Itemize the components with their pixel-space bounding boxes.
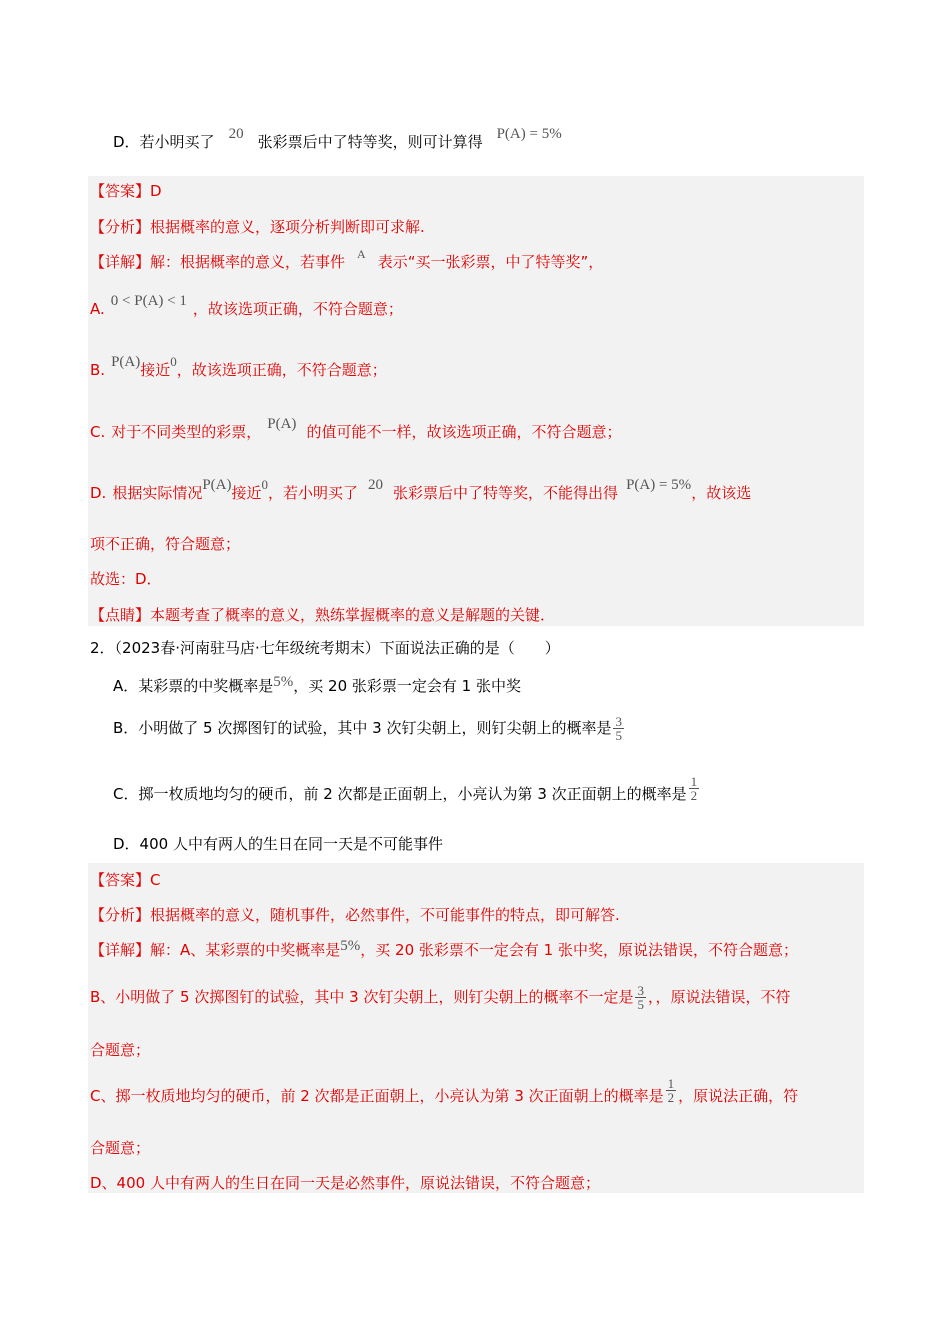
q2-option-b-fraction: $\frac{3}{5}$ — [615, 714, 622, 743]
q2-option-c-fraction: $\frac{1}{2}$ — [690, 774, 698, 803]
a1-choose: 故选：D． — [90, 570, 162, 588]
a1-line-a: A. 0 < P(A) < 1 ，故该选项正确，不符合题意； — [90, 293, 403, 318]
q1-option-d-label: D．若小明买了 — [113, 133, 215, 151]
a1-line-d: D. 根据实际情况P(A)接近0，若小明买了 20 张彩票后中了特等奖，不能得出得 P(A) = 5%，故该选 — [90, 477, 752, 502]
a1-analysis: 【分析】根据概率的意义，逐项分析判断即可求解. — [90, 218, 425, 236]
a2-line-c-cont: 合题意； — [90, 1139, 151, 1157]
a2-line-b-fraction: $\frac{3}{5}$ — [637, 983, 644, 1012]
a1-line-c: C. 对于不同类型的彩票， P(A) 的值可能不一样，故该选项正确，不符合题意； — [90, 416, 622, 441]
q2-option-c: C．掷一枚质地均匀的硬币，前 2 次都是正面朝上，小亮认为第 3 次正面朝上的概率是 $\frac{1}{2}$ — [113, 774, 698, 803]
q1-option-d-text: 张彩票后中了特等奖，则可计算得 — [257, 133, 483, 151]
a2-answer: 【答案】C — [90, 871, 161, 889]
q2-stem: 2．（2023春·河南驻马店·七年级统考期末）下面说法正确的是（ ） — [90, 639, 560, 657]
q1-option-d — [113, 126, 562, 153]
q1-option-d-formula: P(A) = 5% — [496, 126, 562, 142]
a2-line-c: C、掷一枚质地均匀的硬币，前 2 次都是正面朝上，小亮认为第 3 次正面朝上的概率是 $\frac{1}{2}$ ，原说法正确，符 — [90, 1076, 799, 1105]
a2-detail: 【详解】解：A、某彩票的中奖概率是5%，买 20 张彩票不一定会有 1 张中奖，原说法错误，不符合题意； — [90, 938, 798, 959]
answer-block-1 — [88, 176, 864, 626]
a2-analysis: 【分析】根据概率的意义，随机事件，必然事件，不可能事件的特点，即可解答. — [90, 906, 620, 924]
a1-answer: 【答案】D — [90, 182, 162, 200]
a1-line-b: B. P(A)接近0，故该选项正确，不符合题意； — [90, 354, 387, 379]
a1-line-d-cont: 项不正确，符合题意； — [90, 535, 241, 553]
q2-option-b: B．小明做了 5 次掷图钉的试验，其中 3 次钉尖朝上，则钉尖朝上的概率是 $\frac{3}{5}$ — [113, 714, 622, 743]
a2-line-d: D、400 人中有两人的生日在同一天是必然事件，原说法错误，不符合题意； — [90, 1174, 600, 1192]
a2-line-b-cont: 合题意； — [90, 1041, 151, 1059]
a2-line-b: B、小明做了 5 次掷图钉的试验，其中 3 次钉尖朝上，则钉尖朝上的概率不一定是 $\frac{3}{5}$ ，，原说法错误，不符 — [90, 983, 791, 1012]
q2-option-d: D．400 人中有两人的生日在同一天是不可能事件 — [113, 835, 443, 853]
a1-comment: 【点睛】本题考查了概率的意义，熟练掌握概率的意义是解题的关键． — [90, 606, 556, 624]
a2-line-c-fraction: $\frac{1}{2}$ — [667, 1076, 675, 1105]
q1-option-d-number: 20 — [228, 126, 244, 142]
a1-detail: 【详解】解：根据概率的意义，若事件 $^A$ 表示“买一张彩票，中了特等奖”， — [90, 247, 604, 271]
q2-option-a: A．某彩票的中奖概率是5%，买 20 张彩票一定会有 1 张中奖 — [113, 674, 521, 695]
